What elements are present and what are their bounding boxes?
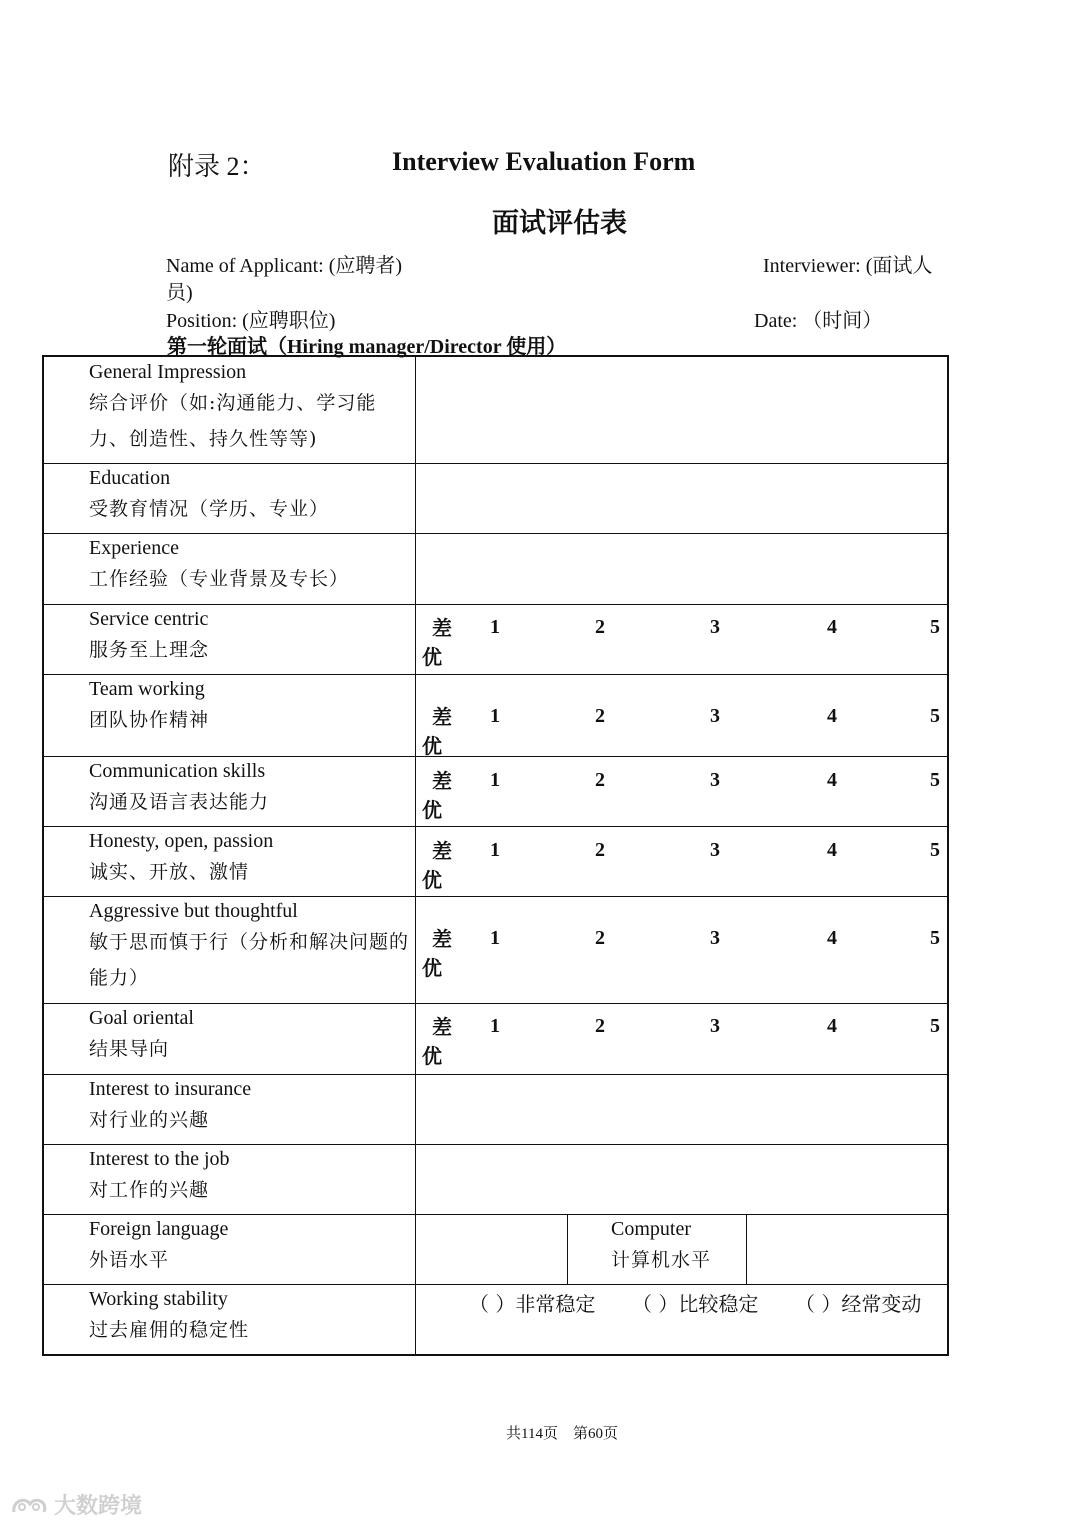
rating-option-3[interactable]: 3 [710, 927, 720, 949]
rating-option-1[interactable]: 1 [490, 705, 500, 727]
row-divider [44, 896, 947, 897]
row-divider [44, 463, 947, 464]
rating-option-2[interactable]: 2 [595, 705, 605, 727]
criterion-communication: Communication skills 沟通及语言表达能力 [89, 760, 270, 813]
rating-low-label: 差 [432, 841, 452, 863]
column-divider [567, 1214, 568, 1284]
rating-option-1[interactable]: 1 [490, 616, 500, 638]
interviewer-label: Interviewer: (面试人 [763, 255, 933, 277]
rating-option-5[interactable]: 5 [930, 1015, 940, 1037]
form-title-zh: 面试评估表 [492, 208, 627, 238]
rating-option-2[interactable]: 2 [595, 1015, 605, 1037]
rating-option-5[interactable]: 5 [930, 705, 940, 727]
rating-option-4[interactable]: 4 [827, 1015, 837, 1037]
criterion-team-working: Team working 团队协作精神 [89, 678, 210, 731]
criterion-honesty: Honesty, open, passion 诚实、开放、激情 [89, 830, 274, 883]
rating-high-label: 优 [422, 736, 442, 758]
position-label: Position: (应聘职位) [166, 310, 336, 332]
criterion-education: Education 受教育情况（学历、专业） [89, 467, 330, 520]
rating-option-3[interactable]: 3 [710, 705, 720, 727]
round-label: 第一轮面试（Hiring manager/Director 使用） [167, 336, 567, 358]
rating-low-label: 差 [432, 929, 452, 951]
stability-option-very-stable[interactable]: （ ）非常稳定 [469, 1292, 596, 1316]
row-divider [44, 1144, 947, 1145]
rating-option-4[interactable]: 4 [827, 927, 837, 949]
row-divider [44, 1003, 947, 1004]
rating-scale-service[interactable] [416, 612, 951, 672]
rating-option-2[interactable]: 2 [595, 927, 605, 949]
criterion-foreign-language: Foreign language 外语水平 [89, 1218, 229, 1271]
computer-skill-label: Computer 计算机水平 [611, 1218, 712, 1271]
evaluation-table [42, 355, 949, 1356]
page-footer: 共114页 第60页 [506, 1426, 618, 1442]
rating-scale-goal[interactable] [416, 1011, 951, 1071]
criterion-experience: Experience 工作经验（专业背景及专长） [89, 537, 350, 590]
criterion-working-stability: Working stability 过去雇佣的稳定性 [89, 1288, 250, 1341]
rating-option-2[interactable]: 2 [595, 769, 605, 791]
rating-high-label: 优 [422, 800, 442, 822]
row-divider [44, 604, 947, 605]
rating-option-1[interactable]: 1 [490, 927, 500, 949]
row-divider [44, 533, 947, 534]
rating-high-label: 优 [422, 1046, 442, 1068]
rating-scale-communication[interactable] [416, 765, 951, 825]
rating-low-label: 差 [432, 771, 452, 793]
rating-option-3[interactable]: 3 [710, 769, 720, 791]
row-divider [44, 1074, 947, 1075]
rating-high-label: 优 [422, 870, 442, 892]
applicant-name-label: Name of Applicant: (应聘者) [166, 255, 403, 277]
rating-option-1[interactable]: 1 [490, 1015, 500, 1037]
rating-low-label: 差 [432, 1017, 452, 1039]
rating-scale-aggressive[interactable] [416, 923, 951, 983]
row-divider [44, 826, 947, 827]
rating-option-5[interactable]: 5 [930, 839, 940, 861]
rating-option-2[interactable]: 2 [595, 839, 605, 861]
rating-option-5[interactable]: 5 [930, 927, 940, 949]
row-divider [44, 674, 947, 675]
appendix-label: 附录 2： [168, 152, 266, 181]
rating-scale-honesty[interactable] [416, 835, 951, 895]
rating-option-1[interactable]: 1 [490, 839, 500, 861]
criterion-interest-insurance: Interest to insurance 对行业的兴趣 [89, 1078, 252, 1131]
rating-option-5[interactable]: 5 [930, 616, 940, 638]
rating-high-label: 优 [422, 647, 442, 669]
rating-high-label: 优 [422, 958, 442, 980]
criterion-aggressive: Aggressive but thoughtful 敏于思而慎于行（分析和解决问题的能力） [89, 900, 410, 989]
rating-option-5[interactable]: 5 [930, 769, 940, 791]
watermark-text: 大数跨境 [54, 1494, 143, 1519]
rating-option-4[interactable]: 4 [827, 616, 837, 638]
row-divider [44, 1214, 947, 1215]
criterion-general-impression: General Impression 综合评价（如:沟通能力、学习能力、创造性、持久性等等) [89, 361, 377, 450]
rating-low-label: 差 [432, 618, 452, 640]
rating-option-3[interactable]: 3 [710, 839, 720, 861]
watermark-logo-icon [10, 1492, 50, 1518]
rating-option-4[interactable]: 4 [827, 839, 837, 861]
rating-option-1[interactable]: 1 [490, 769, 500, 791]
rating-option-3[interactable]: 3 [710, 1015, 720, 1037]
stability-option-often-changing[interactable]: （ ）经常变动 [795, 1292, 922, 1316]
stability-option-fairly-stable[interactable]: （ ）比较稳定 [632, 1292, 759, 1316]
row-divider [44, 1284, 947, 1285]
rating-option-2[interactable]: 2 [595, 616, 605, 638]
criterion-goal-oriental: Goal oriental 结果导向 [89, 1007, 194, 1060]
form-title-en: Interview Evaluation Form [392, 147, 696, 176]
rating-scale-team[interactable] [416, 701, 951, 761]
rating-option-4[interactable]: 4 [827, 769, 837, 791]
rating-option-3[interactable]: 3 [710, 616, 720, 638]
rating-option-4[interactable]: 4 [827, 705, 837, 727]
rating-low-label: 差 [432, 707, 452, 729]
criterion-interest-job: Interest to the job 对工作的兴趣 [89, 1148, 230, 1201]
criterion-service-centric: Service centric 服务至上理念 [89, 608, 210, 661]
date-label: Date: （时间） [754, 310, 883, 332]
interviewer-label-cont: 员) [166, 282, 193, 304]
